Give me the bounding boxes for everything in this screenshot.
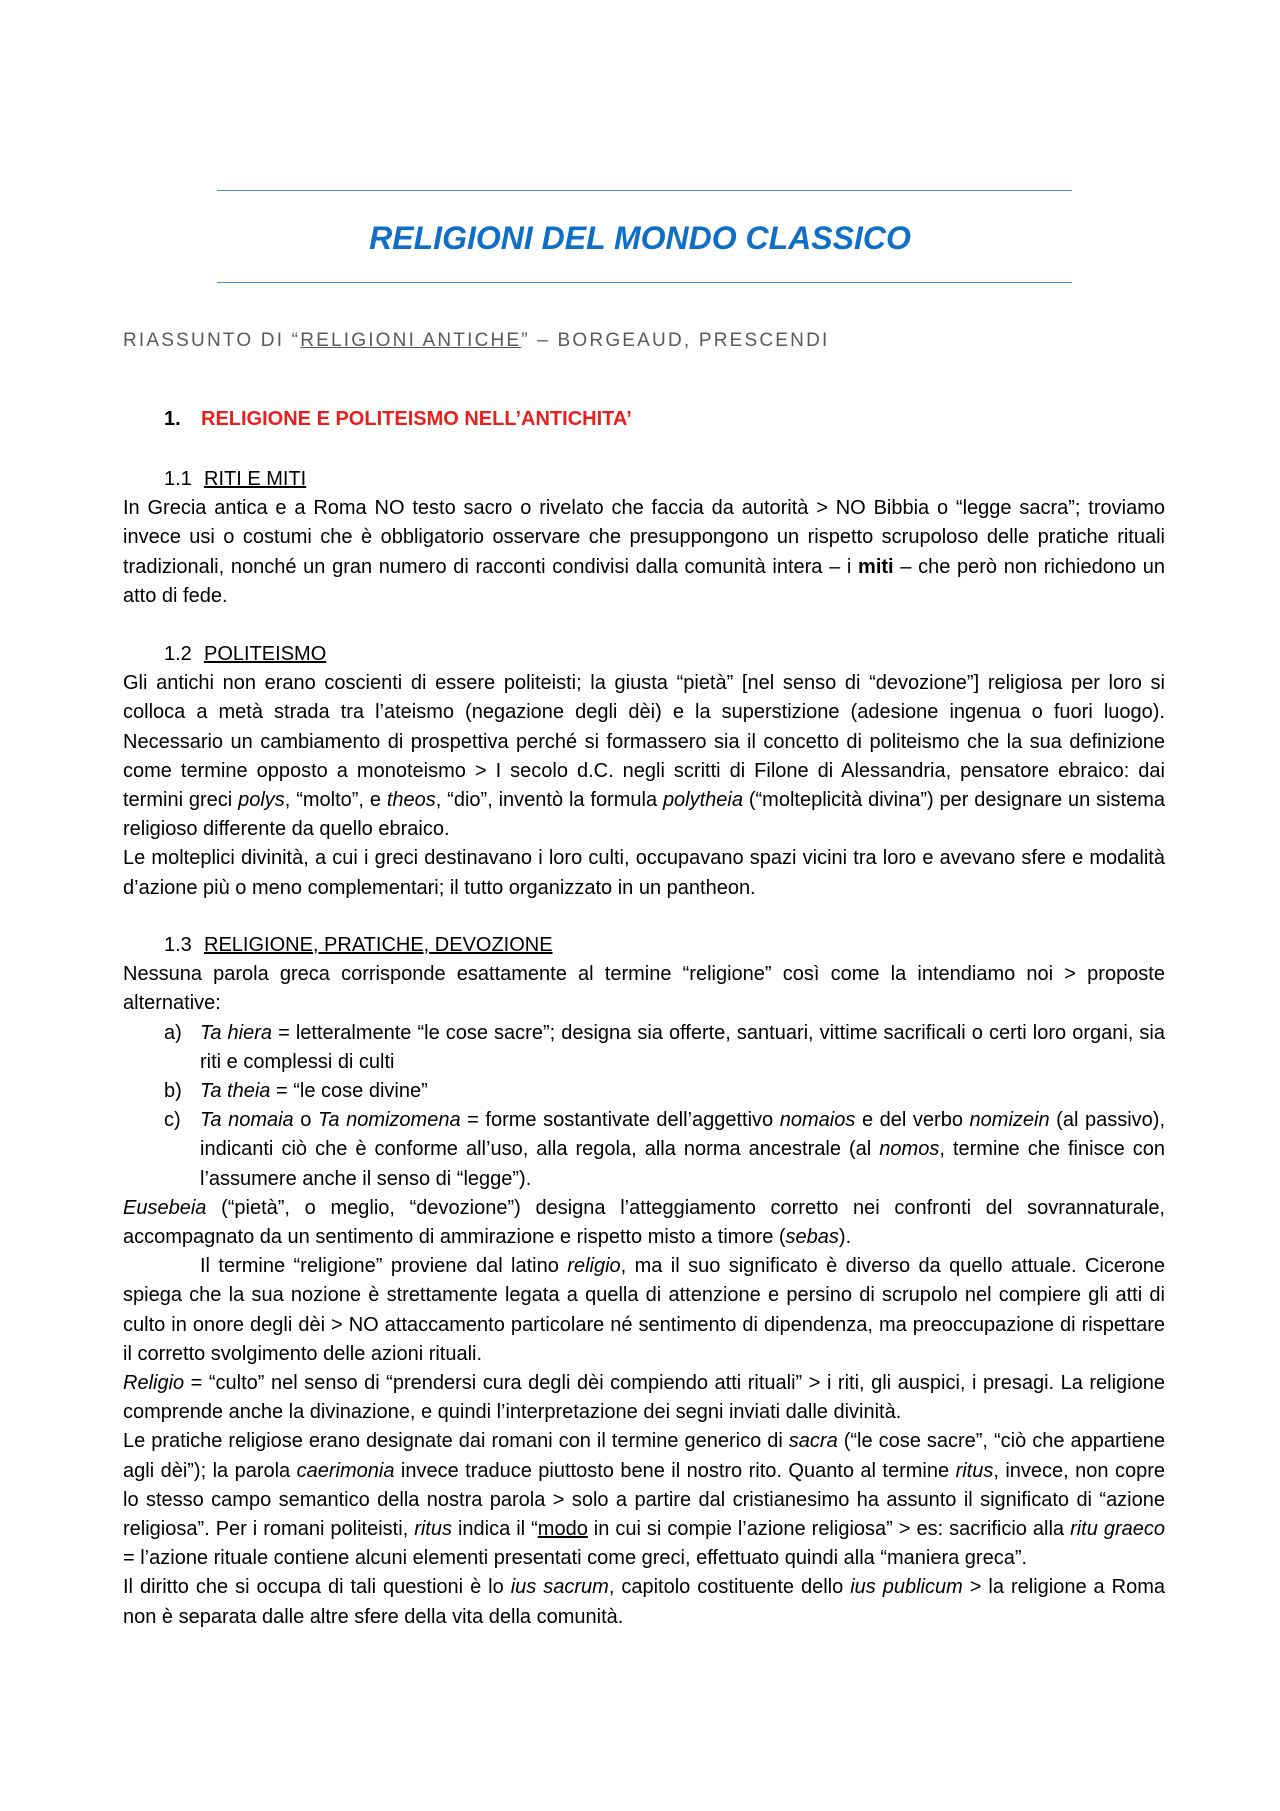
italic-term: polys (238, 789, 285, 812)
text-run: , ma il suo significato è diverso da quello attuale. Cicerone spiega che la sua nozione è strettamente legata a quella di attenzione e persino di scrupolo nel compiere gli atti di culto in onore degli dèi > NO attaccamento particolare né sentimento di dipendenza, ma preoccupazione di rispettare il corretto svolgimento delle azioni rituali. (123, 1255, 1165, 1365)
paragraph (123, 1573, 1165, 1631)
text-run: Le pratiche religiose erano designate dai romani con il termine generico di (123, 1430, 789, 1453)
italic-term: caerimonia (296, 1459, 395, 1482)
text-run: , termine che finisce con l’assumere anche il senso di “legge”). (200, 1138, 1166, 1190)
paragraph (123, 1369, 1165, 1427)
italic-term: ius sacrum (510, 1576, 609, 1599)
italic-term: nomaios (779, 1109, 856, 1132)
subtitle-book-title: RELIGIONI ANTICHE (300, 330, 522, 351)
italic-term: polytheia (662, 789, 743, 812)
section-title: POLITEISMO (204, 643, 327, 665)
paragraph (123, 1252, 1165, 1369)
term-list (123, 1019, 1165, 1194)
paragraph: Nessuna parola greca corrisponde esattamente al termine “religione” così come la intendiamo noi > proposte alternative: (123, 963, 1165, 1015)
section-number: 1.3 (164, 934, 192, 956)
paragraph (123, 1194, 1165, 1252)
italic-term: Ta hiera (200, 1021, 273, 1044)
text-run: (“le cose sacre”, “ciò che appartiene agli dèi”); la parola (123, 1430, 1165, 1482)
italic-term: Religio (123, 1372, 185, 1395)
italic-term: religio (567, 1255, 621, 1278)
text-run: Il diritto che si occupa di tali questioni è lo (123, 1576, 511, 1599)
italic-term: nomos (879, 1138, 940, 1161)
text-run: = “le cose divine” (270, 1080, 428, 1103)
text-run: , capitolo costituente dello (608, 1576, 851, 1599)
list-item (123, 1019, 1165, 1077)
text-run: (al passivo), indicanti ciò che è conforme all’uso, alla regola, alla norma ancestrale (al (200, 1109, 1166, 1161)
paragraph: Le molteplici divinità, a cui i greci destinavano i loro culti, occupavano spazi vicini tra loro e avevano sfere e modalità d’azione più o meno complementari; il tutto organizzato in un pantheon. (123, 847, 1165, 899)
section-heading (123, 640, 1165, 669)
italic-term: Eusebeia (123, 1196, 207, 1219)
italic-term: ritus (414, 1518, 452, 1541)
text-run: = l’azione rituale contiene alcuni elementi presentati come greci, effettuato quindi alla “maniera greca”. (123, 1547, 1028, 1570)
bold-term: miti (858, 555, 894, 578)
section-1-1 (123, 465, 1165, 611)
text-run: , invece, non copre lo stesso campo semantico della nostra parola > solo a partire dal cristianesimo ha assunto il significato di “azione religiosa”. Per i romani politeisti, (123, 1459, 1165, 1541)
underlined-term: modo (537, 1518, 588, 1541)
document-subtitle (123, 328, 830, 354)
list-marker: b) (164, 1080, 182, 1103)
text-run: – che però non richiedono un atto di fede. (123, 555, 1166, 607)
list-marker: c) (164, 1109, 181, 1132)
section-number: 1.1 (164, 468, 192, 490)
text-run: = forme sostantivate dell’aggettivo (460, 1109, 780, 1132)
chapter-heading (164, 405, 632, 433)
title-rule-top (217, 190, 1072, 191)
text-run: indica il “ (451, 1518, 538, 1541)
italic-term: Ta theia (200, 1080, 271, 1103)
text-run: , “molto”, e (284, 789, 387, 812)
section-heading (123, 931, 1165, 960)
text-run: , “dio”, inventò la formula (435, 789, 663, 812)
section-number: 1.2 (164, 643, 192, 665)
italic-term: ius publicum (850, 1576, 963, 1599)
text-run: = “culto” nel senso di “prendersi cura degli dèi compiendo atti rituali” > i riti, gli auspici, i presagi. La religione comprende anche la divinazione, e quindi l’interpretazione dei segni inviati dalle divinità. (123, 1372, 1165, 1424)
text-run: = letteralmente “le cose sacre”; designa sia offerte, santuari, vittime sacrificali o certi loro organi, sia riti e complessi di culti (200, 1021, 1165, 1073)
text-run: (“molteplicità divina”) per designare un sistema religioso differente da quello ebraico. (123, 789, 1165, 841)
list-item (123, 1106, 1165, 1194)
title-rule-bottom (217, 282, 1072, 283)
section-title: RELIGIONE, PRATICHE, DEVOZIONE (204, 934, 553, 956)
text-run: o (293, 1109, 318, 1132)
paragraph (123, 669, 1165, 844)
section-title: RITI E MITI (204, 468, 307, 490)
italic-term: Ta nomaia (200, 1109, 294, 1132)
chapter-number: 1. (164, 408, 181, 430)
text-run: In Grecia antica e a Roma NO testo sacro o rivelato che faccia da autorità > NO Bibbia o “legge sacra”; troviamo invece usi o costumi che è obbligatorio osservare che presuppongono un rispetto scrupoloso delle pratiche rituali tradizionali, nonché un gran numero di racconti condivisi dalla comunità intera – i (123, 497, 1165, 578)
text-run: Il termine “religione” proviene dal latino (200, 1255, 568, 1278)
list-item (123, 1077, 1165, 1106)
italic-term: nomizein (969, 1109, 1050, 1132)
text-run: > la religione a Roma non è separata dalle altre sfere della vita della comunità. (123, 1576, 1165, 1628)
section-1-2 (123, 640, 1165, 903)
italic-term: sebas (785, 1226, 839, 1249)
text-run: Gli antichi non erano coscienti di essere politeisti; la giusta “pietà” [nel senso di “devozione”] religiosa per loro si colloca a metà strada tra l’ateismo (negazione degli dèi) e la superstizione (adesione ingenua o fuori luogo). Necessario un cambiamento di prospettiva perché si formassero sia il concetto di politeismo che la sua definizione come termine opposto a monoteismo > I secolo d.C. negli scritti di Filone di Alessandria, pensatore ebraico: dai termini greci (123, 672, 1165, 812)
document-title: RELIGIONI DEL MONDO CLASSICO (369, 220, 911, 256)
subtitle-prefix: RIASSUNTO DI “ (123, 330, 301, 351)
text-run: ). (838, 1226, 852, 1249)
italic-term: ritu graeco (1070, 1518, 1165, 1541)
text-run: in cui si compie l’azione religiosa” > es: sacrificio alla (587, 1518, 1071, 1541)
italic-term: theos (386, 789, 436, 812)
list-marker: a) (164, 1021, 182, 1044)
italic-term: Ta nomizomena (317, 1109, 461, 1132)
section-1-3 (123, 931, 1165, 1632)
italic-term: ritus (955, 1459, 994, 1482)
chapter-title: RELIGIONE E POLITEISMO NELL’ANTICHITA’ (201, 408, 632, 430)
text-run: e del verbo (855, 1109, 970, 1132)
subtitle-authors: ” – BORGEAUD, PRESCENDI (521, 330, 830, 351)
paragraph (123, 1427, 1165, 1573)
section-heading (123, 465, 1165, 494)
italic-term: sacra (788, 1430, 838, 1453)
text-run: invece traduce piuttosto bene il nostro rito. Quanto al termine (394, 1459, 956, 1482)
paragraph (123, 494, 1165, 611)
text-run: (“pietà”, o meglio, “devozione”) designa l’atteggiamento corretto nei confronti del sovrannaturale, accompagnato da un sentimento di ammirazione e rispetto misto a timore ( (123, 1196, 1165, 1249)
